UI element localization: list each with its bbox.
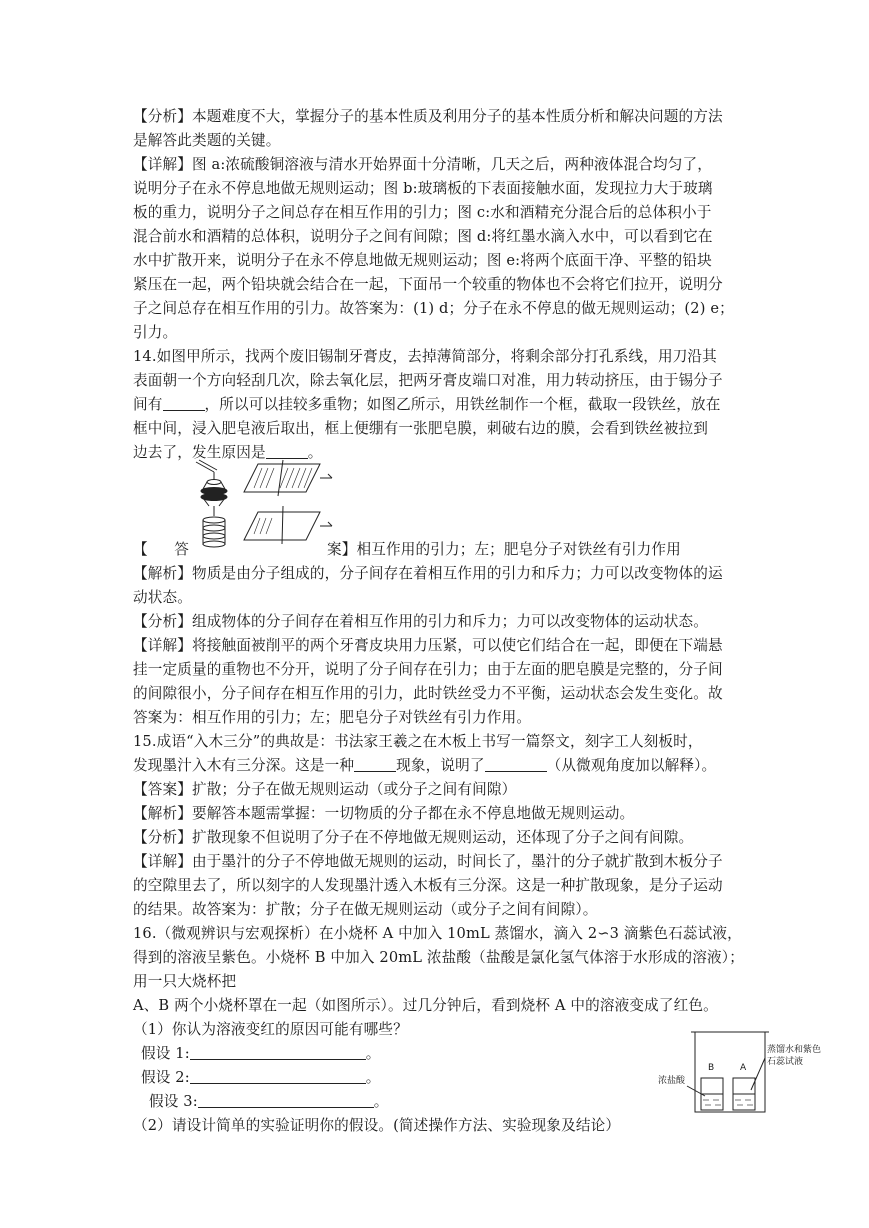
question-14-line-3: 间有 ，所以可以挂较多重物；如图乙所示，用铁丝制作一个框，截取一段铁丝，放在 (133, 396, 721, 413)
detail-14-line-1: 【详解】将接触面被削平的两个牙膏皮块用力压紧，可以使它们结合在一起，即便在下端悬 (133, 637, 723, 654)
analysis-15: 【分析】扩散现象不但说明了分子在不停地做无规则运动，还体现了分子之间有间隙。 (133, 829, 694, 846)
answer-14: 【 答 案】相互作用的引力；左；肥皂分子对铁丝有引力作用 (133, 541, 681, 558)
hypothesis-3-blank[interactable] (198, 1092, 374, 1108)
detail-13-line-7: 子之间总存在相互作用的引力。故答案为：(1) d；分子在永不停息的做无规则运动；(2) e； (133, 300, 734, 317)
detail-13-line-3: 板的重力，说明分子之间总存在相互作用的引力；图 c:水和酒精充分混合后的总体积小于 (133, 204, 712, 221)
detail-13-line-6: 紧压在一起，两个铅块就会结合在一起，下面吊一个较重的物体也不会将它们拉开，说明分 (133, 276, 723, 293)
detail-15-line-3: 的结果。故答案为：扩散；分子在做无规则运动（或分子之间有间隙）。 (133, 901, 598, 918)
beaker-b-label: B (708, 1063, 715, 1073)
question-14-line-5: 边去了，发生原因是 。 (133, 444, 323, 461)
acid-label: 浓盐酸 (658, 1076, 686, 1086)
question-14-line-2: 表面朝一个方向轻刮几次，除去氧化层，把两牙膏皮端口对准，用力转动挤压，由于锡分子 (133, 372, 723, 389)
question-16-line-1: 16.（微观辨识与宏观探析）在小烧杯 A 中加入 10mL 蒸馏水，滴入 2∽3 滴紫色石蕊试液， (133, 925, 742, 942)
hypothesis-1: 假设 1: 。 (141, 1045, 381, 1062)
detail-13-line-8: 引力。 (133, 324, 178, 341)
answer-blank (354, 756, 396, 772)
question-15-line-2: 发现墨汁入木有三分深。这是一种 现象，说明了 （从微观角度加以解释）。 (133, 757, 717, 774)
hypothesis-2-blank[interactable] (190, 1068, 366, 1084)
question-15-line-1: 15.成语“入木三分”的典故是：书法家王羲之在木板上书写一篇祭文，刻字工人刻板时， (133, 733, 703, 750)
question-14-line-4: 框中间，浸入肥皂液后取出，框上便绷有一张肥皂膜，刺破右边的膜，会看到铁丝被拉到 (133, 420, 709, 437)
beaker-figure (655, 1030, 840, 1115)
answer-blank (163, 395, 205, 411)
question-16-sub-2: （2）请设计简单的实验证明你的假设。(简述操作方法、实验现象及结论） (133, 1117, 621, 1134)
hypothesis-3: 假设 3: 。 (149, 1093, 389, 1110)
detail-14-line-3: 的间隙很小，分子间存在相互作用的引力，此时铁丝受力不平衡，运动状态会发生变化。故 (133, 685, 723, 702)
detail-13-line-4: 混合前水和酒精的总体积，说明分子之间有间隙；图 d:将红墨水滴入水中，可以看到它在 (133, 228, 713, 245)
detail-13-line-2: 说明分子在永不停息地做无规则运动；图 b:玻璃板的下表面接触水面，发现拉力大于玻璃 (133, 180, 713, 197)
water-label-line-1: 蒸馏水和紫色 (767, 1045, 822, 1055)
hypothesis-2: 假设 2: 。 (141, 1069, 381, 1086)
question-16-sub-1: （1）你认为溶液变红的原因可能有哪些？ (133, 1021, 408, 1038)
question-16-line-4: A、B 两个小烧杯罩在一起（如图所示）。过几分钟后，看到烧杯 A 中的溶液变成了红色。 (133, 997, 718, 1014)
detail-15-line-2: 的空隙里去了，所以刻字的人发现墨汁透入木板有三分深。这是一种扩散现象，是分子运动 (133, 877, 723, 894)
analysis-14: 【分析】组成物体的分子间存在着相互作用的引力和斥力；力可以改变物体的运动状态。 (133, 613, 709, 630)
hypothesis-1-blank[interactable] (190, 1044, 366, 1060)
detail-14-line-4: 答案为：相互作用的引力；左；肥皂分子对铁丝有引力作用。 (133, 709, 532, 726)
explain-15: 【解析】要解答本题需掌握：一切物质的分子都在永不停息地做无规则运动。 (133, 805, 635, 822)
detail-13-line-5: 水中扩散开来，说明分子在永不停息地做无规则运动；图 e:将两个底面干净、平整的铅块 (133, 252, 712, 269)
question-14-line-1: 14.如图甲所示，找两个废旧锡制牙膏皮，去掉薄简部分，将剩余部分打孔系线，用刀沿其 (133, 348, 717, 365)
detail-15-line-1: 【详解】由于墨汁的分子不停地做无规则的运动，时间长了，墨汁的分子就扩散到木板分子 (133, 853, 723, 870)
question-16-line-2: 得到的溶液呈紫色。小烧杯 B 中加入 20mL 浓盐酸（盐酸是氯化氢气体溶于水形成的溶液）； (133, 949, 744, 966)
answer-blank (266, 443, 308, 459)
detail-14-line-2: 挂一定质量的重物也不分开，说明了分子间存在引力；由于左面的肥皂膜是完整的，分子间 (133, 661, 723, 678)
analysis-13-line-2: 是解答此类题的关键。 (133, 132, 281, 149)
analysis-13-line-1: 【分析】本题难度不大，掌握分子的基本性质及利用分子的基本性质分析和解决问题的方法 (133, 108, 723, 125)
answer-15: 【答案】扩散；分子在做无规则运动（或分子之间有间隙） (133, 781, 517, 798)
question-16-line-3: 用一只大烧杯把 (133, 973, 237, 990)
water-label-line-2: 石蕊试液 (767, 1057, 804, 1067)
answer-blank (485, 756, 547, 772)
detail-13-line-1: 【详解】图 a:浓硫酸铜溶液与清水开始界面十分清晰，几天之后，两种液体混合均匀了， (133, 156, 712, 173)
explain-14-line-2: 动状态。 (133, 589, 192, 606)
beaker-a-label: A (740, 1063, 747, 1073)
explain-14-line-1: 【解析】物质是由分子组成的，分子间存在着相互作用的引力和斥力；力可以改变物体的运 (133, 565, 723, 582)
